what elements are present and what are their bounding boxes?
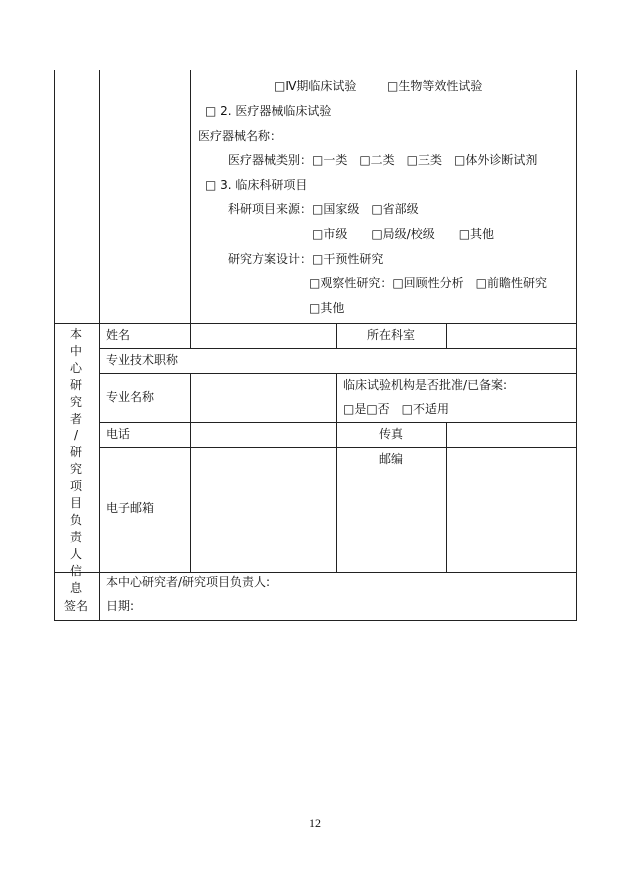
phone-field[interactable]: [191, 423, 335, 447]
table-left-border: [54, 70, 55, 621]
postcode-field[interactable]: [447, 448, 575, 572]
col-label-right: [336, 373, 337, 573]
phone-label: 电话: [106, 427, 131, 441]
study-design-options-2[interactable]: □观察性研究：□回顾性分析 □前瞻性研究: [309, 276, 548, 290]
project-source-options-2[interactable]: □市级 □局级/校级 □其他: [312, 227, 495, 241]
bioequivalence-checkbox-option[interactable]: □生物等效性试验: [387, 79, 483, 93]
name-field[interactable]: [191, 324, 335, 348]
section-label-char: 研: [69, 377, 82, 392]
section-label-char: 者: [69, 411, 82, 426]
section-label-char: 负: [69, 512, 82, 527]
section-label-char: 心: [69, 360, 82, 375]
section-label-char: 人: [69, 546, 82, 561]
device-name-label: 医疗器械名称：: [198, 129, 283, 143]
section-label-char: 本: [69, 327, 82, 341]
row-divider-title: [99, 373, 577, 374]
col-label-right: [336, 323, 337, 348]
section-label-char: 研: [69, 445, 82, 460]
section-label-char: 究: [69, 394, 82, 409]
study-design-options-3[interactable]: □其他: [309, 301, 345, 315]
email-field[interactable]: [191, 448, 335, 572]
department-label: 所在科室: [367, 328, 416, 342]
section-label-char: 项: [69, 479, 82, 494]
section-label-char: 信: [69, 563, 82, 578]
date-line[interactable]: 日期:: [106, 599, 135, 613]
approval-question: 临床试验机构是否批准/已备案:: [343, 378, 508, 392]
table-right-border: [576, 70, 577, 621]
major-field[interactable]: [191, 374, 335, 422]
major-label: 专业名称: [106, 390, 155, 404]
column-divider-main: [99, 70, 100, 621]
device-trial-checkbox-option[interactable]: □ 2. 医疗器械临床试验: [205, 104, 332, 118]
page-number: 12: [309, 816, 321, 830]
name-label: 姓名: [106, 328, 131, 342]
email-label: 电子邮箱: [106, 501, 155, 515]
device-category-options[interactable]: 医疗器械类别：□一类 □二类 □三类 □体外诊断试剂: [228, 153, 538, 167]
table-bottom-border: [54, 620, 577, 621]
department-field[interactable]: [447, 324, 575, 348]
study-design-options-1[interactable]: 研究方案设计：□干预性研究: [228, 252, 384, 266]
fax-field[interactable]: [447, 423, 575, 447]
section-label-char: /: [73, 428, 79, 443]
column-divider-top: [190, 70, 191, 324]
professional-title-label: 专业技术职称: [106, 353, 179, 367]
investigator-section-label: [56, 326, 96, 597]
row-divider-signature: [54, 572, 577, 573]
approval-options[interactable]: □是□否 □不适用: [343, 402, 450, 416]
section-label-char: 目: [69, 496, 82, 511]
signature-label: 签名: [64, 599, 89, 613]
research-project-checkbox-option[interactable]: □ 3. 临床科研项目: [205, 178, 308, 192]
postcode-label: 邮编: [379, 452, 404, 466]
section-label-char: 责: [69, 529, 82, 544]
phase4-checkbox-option[interactable]: □Ⅳ期临床试验: [274, 79, 357, 93]
project-source-options-1[interactable]: 科研项目来源：□国家级 □省部级: [228, 202, 419, 216]
section-label-char: 息: [69, 580, 82, 595]
professional-title-field[interactable]: [191, 349, 575, 373]
section-label-char: 究: [69, 462, 82, 477]
fax-label: 传真: [379, 427, 404, 441]
section-label-char: 中: [69, 343, 82, 358]
signer-line[interactable]: 本中心研究者/研究项目负责人:: [106, 575, 271, 589]
